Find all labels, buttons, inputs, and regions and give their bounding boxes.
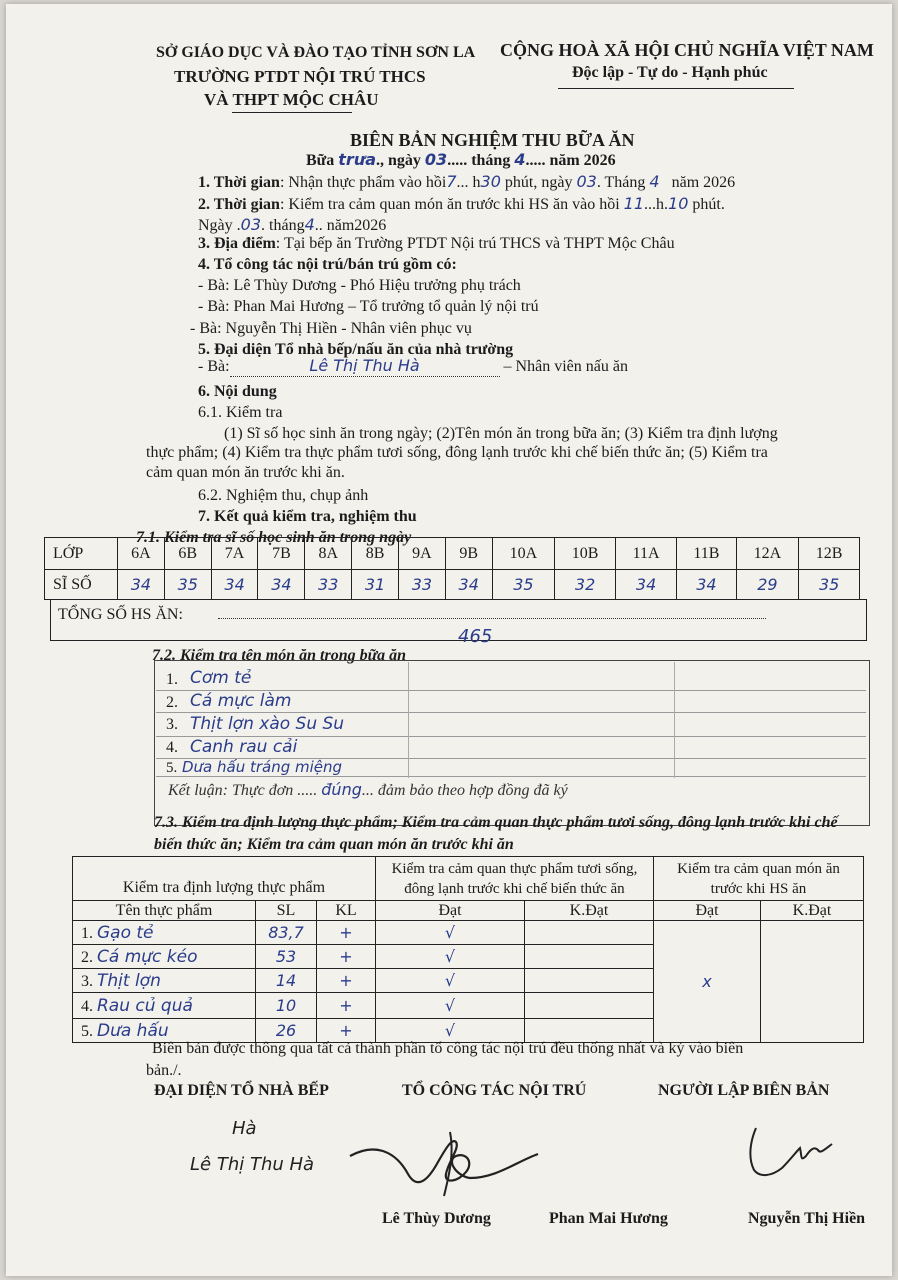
dishes-rule <box>156 712 866 713</box>
dishes-divider <box>674 662 675 778</box>
document-sheet <box>6 4 892 1276</box>
food-fail-cell <box>525 921 654 945</box>
kitchen-signature-name: Lê Thị Thu Hà <box>190 1154 315 1175</box>
quality-subheader-row <box>73 901 864 921</box>
count-cell: 35 <box>164 570 211 600</box>
author-signature <box>742 1122 842 1186</box>
item-check-date: Ngày .03. tháng4.. năm2026 <box>198 215 387 234</box>
header-pass-1: Đạt <box>376 901 525 921</box>
dish-name: Cá mực làm <box>190 691 292 711</box>
board-signer-name: Lê Thùy Dương <box>382 1210 491 1227</box>
item-content-title: 6. Nội dung <box>198 383 277 400</box>
quality-table <box>72 856 864 1043</box>
count-cell: 35 <box>492 570 555 600</box>
class-cell: 8A <box>305 538 352 570</box>
author-signer-name: Nguyễn Thị Hiền <box>748 1210 866 1227</box>
class-cell: 10A <box>492 538 555 570</box>
count-cell: 34 <box>258 570 305 600</box>
closing-line-1: Biên bản được thông qua tất cả thành phần tổ công tác nội trú đều thống nhất và ký vào biên <box>152 1040 744 1057</box>
item-kitchen-title: 5. Đại diện Tổ nhà bếp/nấu ăn của nhà trường <box>198 341 514 358</box>
class-row <box>45 538 860 570</box>
food-name-cell: 5. Dưa hấu <box>73 1019 256 1043</box>
class-cell: 11B <box>677 538 736 570</box>
class-row-label: LỚP <box>45 538 118 570</box>
item-receive-time: 1. Thời gian: Nhận thực phẩm vào hồi7... h30 phút, ngày 03. Tháng 4 năm 2026 <box>198 172 736 191</box>
header-sl: SL <box>256 901 317 921</box>
header-fail-1: K.Đạt <box>525 901 654 921</box>
dish-fail-cell <box>761 921 864 1043</box>
count-row <box>45 570 860 600</box>
dish-number: 2. <box>166 694 178 711</box>
kitchen-member: - Bà: Lê Thị Thu Hà – Nhân viên nấu ăn <box>198 356 628 375</box>
section-attendance-title: 7.1. Kiểm tra sĩ số học sinh ăn trong ngày <box>136 529 412 546</box>
content-sub2: 6.2. Nghiệm thu, chụp ảnh <box>198 487 369 504</box>
class-cell: 9B <box>445 538 492 570</box>
attendance-table <box>44 537 860 600</box>
section-quality-title-2: biến thức ăn; Kiểm tra cảm quan món ăn trước khi ăn <box>154 836 514 853</box>
header-dish-check: Kiểm tra cảm quan món ăn trước khi HS ăn <box>654 857 864 901</box>
kitchen-sign-title: ĐẠI DIỆN TỔ NHÀ BẾP <box>154 1082 329 1099</box>
national-motto: Độc lập - Tự do - Hạnh phúc <box>572 64 768 81</box>
food-kl-cell: + <box>317 1019 376 1043</box>
class-cell: 9A <box>398 538 445 570</box>
kitchen-member-name: Lê Thị Thu Hà <box>309 356 420 375</box>
dishes-conclusion: Kết luận: Thực đơn ..... đúng... đảm bảo theo hợp đồng đã ký <box>168 780 568 799</box>
count-cell: 34 <box>211 570 258 600</box>
header-kl: KL <box>317 901 376 921</box>
class-cell: 6A <box>118 538 165 570</box>
dishes-divider <box>408 662 409 778</box>
board-sign-title: TỔ CÔNG TÁC NỘI TRÚ <box>402 1082 587 1099</box>
header-fail-2: K.Đạt <box>761 901 864 921</box>
section-quality-title-1: 7.3. Kiểm tra định lượng thực phẩm; Kiểm tra cảm quan thực phẩm tươi sống, đông lạnh trước khi chế <box>154 814 838 831</box>
count-row-label: SĨ SỐ <box>45 570 118 600</box>
dish-name: Dưa hấu tráng miệng <box>182 758 343 776</box>
document-title: BIÊN BẢN NGHIỆM THU BỮA ĂN <box>350 130 635 150</box>
item-committee-title: 4. Tổ công tác nội trú/bán trú gồm có: <box>198 256 457 273</box>
count-cell: 32 <box>555 570 616 600</box>
committee-member-1: - Bà: Lê Thùy Dương - Phó Hiệu trưởng phụ trách <box>198 277 521 294</box>
class-cell: 12A <box>736 538 799 570</box>
total-label: TỔNG SỐ HS ĂN: <box>58 606 183 623</box>
total-dotline <box>218 618 766 619</box>
class-cell: 8B <box>352 538 399 570</box>
food-kl-cell: + <box>317 969 376 993</box>
count-cell: 34 <box>445 570 492 600</box>
count-cell: 35 <box>799 570 860 600</box>
food-pass-cell: √ <box>376 1019 525 1043</box>
item-location: 3. Địa điểm: Tại bếp ăn Trường PTDT Nội trú THCS và THPT Mộc Châu <box>198 235 675 252</box>
item-results-title: 7. Kết quả kiểm tra, nghiệm thu <box>198 508 417 525</box>
board-signature <box>346 1122 546 1202</box>
kitchen-signature-short: Hà <box>232 1118 257 1139</box>
dish-number: 5. <box>166 760 178 776</box>
food-name-cell: 4. Rau củ quả <box>73 993 256 1019</box>
food-fail-cell <box>525 945 654 969</box>
food-row <box>73 921 864 945</box>
class-cell: 12B <box>799 538 860 570</box>
class-cell: 11A <box>615 538 676 570</box>
committee-member-2: - Bà: Phan Mai Hương – Tổ trưởng tổ quản lý nội trú <box>198 298 539 315</box>
dish-number: 3. <box>166 716 178 733</box>
header-pass-2: Đạt <box>654 901 761 921</box>
quality-header-row <box>73 857 864 901</box>
school-name-line1: TRƯỜNG PTDT NỘI TRÚ THCS <box>174 67 426 86</box>
count-cell: 34 <box>677 570 736 600</box>
school-name-line2: VÀ THPT MỘC CHÂU <box>204 90 379 109</box>
food-fail-cell <box>525 1019 654 1043</box>
dish-name: Cơm tẻ <box>190 668 252 688</box>
header-right-rule <box>558 88 794 89</box>
count-cell: 29 <box>736 570 799 600</box>
dish-name: Thịt lợn xào Su Su <box>190 714 345 734</box>
content-sub1: 6.1. Kiểm tra <box>198 404 283 421</box>
dish-name: Canh rau cải <box>190 737 298 757</box>
content-para-line3: cảm quan món ăn trước khi ăn. <box>146 464 345 481</box>
class-cell: 6B <box>164 538 211 570</box>
total-value: 465 <box>458 626 493 647</box>
class-cell: 10B <box>555 538 616 570</box>
header-fresh-check: Kiểm tra cảm quan thực phẩm tươi sống, đông lạnh trước khi chế biến thức ăn <box>376 857 654 901</box>
food-kl-cell: + <box>317 945 376 969</box>
dish-number: 1. <box>166 671 178 688</box>
middle-signer-name: Phan Mai Hương <box>549 1210 668 1227</box>
food-sl-cell: 10 <box>256 993 317 1019</box>
national-title: CỘNG HOÀ XÃ HỘI CHỦ NGHĨA VIỆT NAM <box>500 40 874 60</box>
class-cell: 7B <box>258 538 305 570</box>
day-value: 03 <box>424 150 448 169</box>
food-name-cell: 3. Thịt lợn <box>73 969 256 993</box>
food-sl-cell: 14 <box>256 969 317 993</box>
count-cell: 31 <box>352 570 399 600</box>
dept-name: SỞ GIÁO DỤC VÀ ĐÀO TẠO TỈNH SƠN LA <box>156 44 476 61</box>
food-kl-cell: + <box>317 921 376 945</box>
food-sl-cell: 83,7 <box>256 921 317 945</box>
meal-value: trưa <box>338 150 377 169</box>
committee-member-3: - Bà: Nguyễn Thị Hiền - Nhân viên phục vụ <box>190 320 472 337</box>
content-para-line2: thực phẩm; (4) Kiểm tra thực phẩm tươi sống, đông lạnh trước khi chế biến thức ăn; (5) Kiểm tra <box>146 444 768 461</box>
conclusion-value: đúng <box>321 780 362 799</box>
header-quantity: Kiểm tra định lượng thực phẩm <box>73 857 376 901</box>
author-sign-title: NGƯỜI LẬP BIÊN BẢN <box>658 1082 830 1099</box>
food-pass-cell: √ <box>376 945 525 969</box>
content-para-line1: (1) Sĩ số học sinh ăn trong ngày; (2)Tên món ăn trong bữa ăn; (3) Kiểm tra định lượng <box>224 425 778 442</box>
count-cell: 33 <box>398 570 445 600</box>
food-sl-cell: 53 <box>256 945 317 969</box>
dishes-rule <box>156 776 866 777</box>
food-fail-cell <box>525 993 654 1019</box>
count-cell: 33 <box>305 570 352 600</box>
dish-number: 4. <box>166 739 178 756</box>
header-food-name: Tên thực phẩm <box>73 901 256 921</box>
month-value: 4 <box>514 150 526 169</box>
food-kl-cell: + <box>317 993 376 1019</box>
class-cell: 7A <box>211 538 258 570</box>
food-pass-cell: √ <box>376 969 525 993</box>
food-name-cell: 2. Cá mực kéo <box>73 945 256 969</box>
dish-pass-cell: x <box>654 921 761 1043</box>
food-pass-cell: √ <box>376 921 525 945</box>
food-sl-cell: 26 <box>256 1019 317 1043</box>
count-cell: 34 <box>118 570 165 600</box>
document-subtitle: Bữa trưa., ngày 03..... tháng 4..... năm 2026 <box>306 150 616 169</box>
item-check-time: 2. Thời gian: Kiểm tra cảm quan món ăn trước khi HS ăn vào hồi 11...h.10 phút. <box>198 194 725 213</box>
count-cell: 34 <box>615 570 676 600</box>
closing-line-2: bản./. <box>146 1062 182 1079</box>
food-pass-cell: √ <box>376 993 525 1019</box>
food-fail-cell <box>525 969 654 993</box>
header-left-rule <box>232 112 352 113</box>
section-dishes-title: 7.2. Kiểm tra tên món ăn trong bữa ăn <box>152 647 407 664</box>
food-name-cell: 1. Gạo tẻ <box>73 921 256 945</box>
